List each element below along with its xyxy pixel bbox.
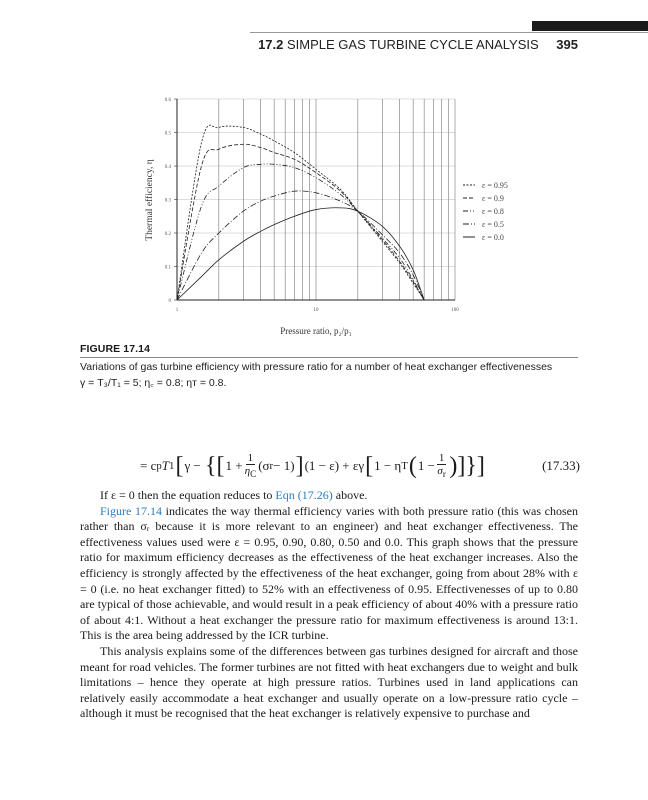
x-tick-label: 1 [175,308,179,313]
eq-term: − 1) [273,458,295,473]
section-title: SIMPLE GAS TURBINE CYCLE ANALYSIS [287,37,539,52]
eq-term: (1 − ε) + εγ [304,458,365,473]
eq-term: 1 + [225,458,243,473]
eq-den: σ [437,465,443,478]
section-number: 17.2 [258,37,284,52]
figure-caption-line2: γ = T₃/T₁ = 5; η꜀ = 0.8; ηᴛ = 0.8. [80,377,227,389]
paragraph [80,504,578,644]
x-tick-label: 100 [451,308,459,313]
figure-rule [80,357,578,358]
eq-t1: T [161,458,170,473]
eq-term: (σ [258,458,270,473]
x-axis-label: Pressure ratio, p₂/p₁ [280,326,352,336]
chart-series [177,125,424,300]
y-tick-label: 0.4 [164,165,171,170]
equation-number: (17.33) [542,458,580,473]
running-header [250,37,578,52]
eqn-link[interactable]: Eqn (17.26) [275,488,333,502]
text: indicates the way thermal efficiency varies with both pressure ratio (this was chosen rather than σᵣ because it is more relevant to an engineer) and heat exchanger effectiveness. The effectiveness values used were ε = 0.95, 0.90, 0.80, 0.50 and 0.0. This graph shows that the pressure ratio for maximum efficiency decreases as the effectiveness of the heat exchanger increases. Also the efficiency is strongly affected by the effectiveness of the heat exchanger, going from about 28% with ε = 0 (i.e. no heat exchanger fitted) to 52% with an effectiveness of 0.95. Effectivenesses of up to 0.80 are typical of those achievable, and would result in a peak efficiency of about 40% with a pressure ratio of about 4:1. Without a heat exchanger the pressure ratio for maximum effectiveness is around 13:1. This is the area being addressed by the ICR turbine. [80,503,578,643]
header-bar [532,21,648,31]
y-tick-label: 0.3 [164,198,171,204]
page-number: 395 [556,37,578,52]
eq-sub: r [442,469,446,480]
series-line-0 [177,125,424,300]
eq-num: 1 [438,452,445,465]
eq-den: η [244,465,251,478]
legend-label: ε = 0.8 [482,207,504,216]
header-rule [250,32,648,33]
eq-lhs: = c [140,458,157,473]
paragraph [80,644,578,722]
text: If ε = 0 then the equation reduces to [100,488,276,502]
eq-num: 1 [247,452,254,465]
paragraph [80,488,578,504]
series-line-4 [177,208,424,300]
eq-sub: 1 [169,460,175,472]
legend-label: ε = 0.9 [482,194,504,203]
figure-label: FIGURE 17.14 [80,343,151,355]
series-line-3 [177,191,424,300]
y-tick-label: 0.2 [164,232,171,237]
figure-caption-line1: Variations of gas turbine efficiency with pressure ratio for a number of heat exchanger effectivenesses [80,361,553,373]
eq-term: 1 − [417,458,435,473]
series-line-2 [177,164,424,300]
efficiency-chart [130,88,530,348]
y-axis-label: Thermal efficiency, η [145,159,155,241]
equation-17-33: = c p T 1 [ γ − {[ 1 + $\frac{1}{\eta_C}$ (σ r − 1) ] (1 − ε) + εγ [ 1 − η T ( 1 − $\frac{1}{\sigma_r}$ )]}] (17.33) [140,452,580,480]
eq-sub: T [401,460,408,472]
text: above. [332,488,368,502]
eq-sub: p [156,460,162,472]
figure-link[interactable]: Figure 17.14 [100,503,162,518]
y-tick-label: 0 [168,299,171,304]
y-tick-label: 0.1 [164,265,171,271]
legend-label: ε = 0.95 [482,181,508,190]
series-line-1 [177,144,424,300]
legend-label: ε = 0.5 [482,220,504,229]
eq-sub: C [250,469,257,480]
text: This analysis explains some of the differences between gas turbines designed for aircraft and those meant for road vehicles. The former turbines are not fitted with heat exchangers due to weight and bulk limitations – hence they operate at high pressure ratios. Turbines used in land applications can relatively easily accommodate a heat exchanger and usually operate on a low-pressure ratio cycle – although it must be recognised that the heat exchanger is relatively expensive to purchase and [80,643,578,721]
chart-legend [463,181,508,242]
body-text [80,488,578,722]
eq-term: γ − [184,458,201,473]
eq-term: 1 − η [374,458,402,473]
eq-fraction [245,452,257,479]
y-tick-label: 0.6 [164,98,171,103]
eq-sub: r [269,460,274,472]
eq-fraction [437,452,447,479]
chart-tick-labels [165,98,460,313]
y-tick-label: 0.5 [164,131,171,137]
x-tick-label: 10 [313,308,319,313]
legend-label: ε = 0.0 [482,233,504,242]
